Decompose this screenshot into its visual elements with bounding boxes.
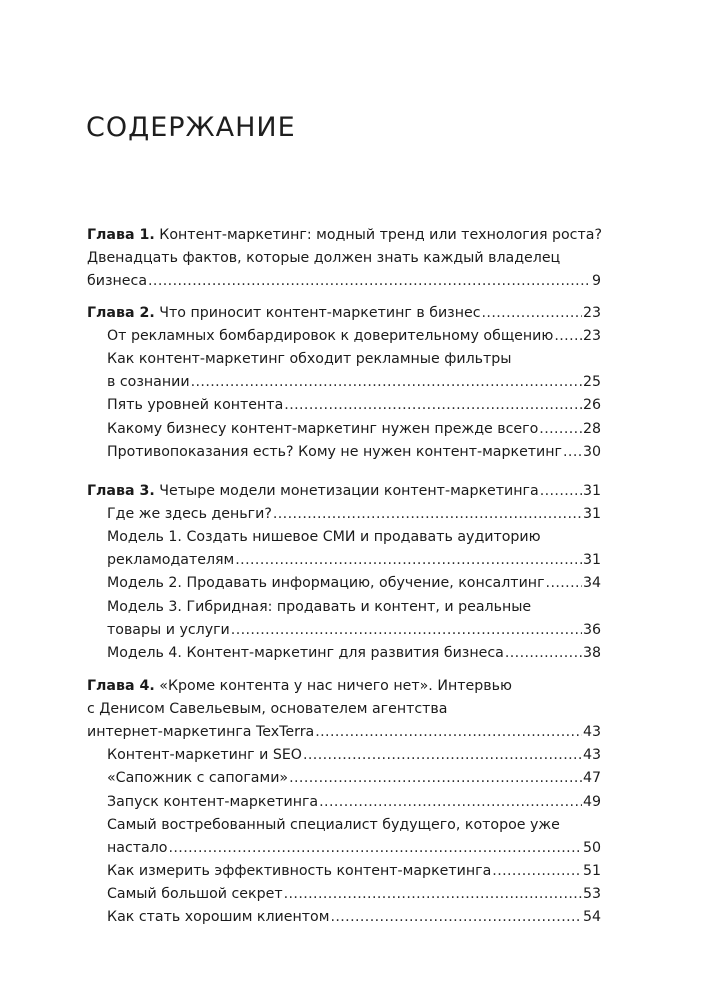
section-title-text: Где же здесь деньги? — [107, 506, 272, 523]
page-number: 54 — [582, 909, 601, 925]
page-number: 26 — [582, 397, 601, 414]
chapter-title-text — [87, 302, 481, 325]
page-number: 31 — [582, 483, 601, 499]
section-title-text: Как измерить эффективность контент-маркетинга — [107, 862, 492, 879]
page-number: 34 — [582, 575, 601, 592]
section-title-text: От рекламных бомбардировок к доверительному общению — [107, 328, 554, 345]
chapter-heading-line — [87, 721, 601, 744]
section-title-text: Самый востребованный специалист будущего, которое уже — [107, 816, 560, 833]
chapter-title-line: Двенадцать фактов, которые должен знать каждый владелец — [87, 250, 561, 267]
chapter-title-line: Четыре модели монетизации контент-маркетинга — [159, 483, 539, 499]
page-number: 50 — [582, 839, 601, 856]
chapter-heading-line — [87, 480, 601, 503]
chapter-heading-line — [87, 698, 447, 721]
section-title-text: Как контент-маркетинг обходит рекламные фильтры — [107, 351, 512, 368]
dot-leader — [563, 441, 582, 464]
page-number: 53 — [582, 885, 601, 902]
section-line — [107, 394, 601, 417]
dot-leader — [191, 371, 582, 394]
dot-leader — [235, 549, 582, 572]
page-number: 28 — [582, 420, 601, 437]
section-line — [107, 767, 601, 790]
chapter-heading-line — [87, 224, 602, 247]
chapter-title-line: бизнеса — [87, 273, 148, 290]
page-number: 51 — [582, 862, 601, 879]
dot-leader — [315, 721, 582, 744]
dot-leader — [554, 325, 582, 348]
chapter-title-text — [87, 250, 560, 266]
dot-leader — [273, 503, 582, 526]
section-title-text: Противопоказания есть? Кому не нужен контент-маркетинг — [107, 443, 563, 460]
section-title-text: рекламодателям — [107, 552, 235, 569]
dot-leader — [539, 418, 582, 441]
section-line — [107, 371, 601, 394]
section-title-text: Запуск контент-маркетинга — [107, 793, 319, 810]
page-number: 23 — [582, 305, 601, 321]
dot-leader — [546, 572, 582, 595]
dot-leader — [319, 791, 582, 814]
dot-leader — [284, 394, 582, 417]
section-line — [107, 883, 601, 906]
section-title-text: Модель 3. Гибридная: продавать и контент, и реальные — [107, 598, 532, 615]
chapter-title-line: Что приносит контент-маркетинг в бизнес — [159, 305, 481, 321]
chapter-title-text — [87, 270, 147, 293]
chapter-title-text — [87, 480, 539, 503]
dot-leader — [148, 270, 591, 293]
chapter-label: Глава 4. — [87, 678, 155, 694]
page-number: 36 — [582, 621, 601, 638]
chapter-title-text — [87, 678, 512, 694]
chapter-title-line: Контент-маркетинг: модный тренд или технология роста? — [159, 227, 602, 243]
dot-leader — [505, 642, 582, 665]
section-title-text: в сознании — [107, 374, 190, 391]
chapter-heading-line — [87, 270, 601, 293]
section-line — [107, 503, 601, 526]
section-line — [107, 348, 512, 371]
page-number: 47 — [582, 770, 601, 787]
section-title-text: настало — [107, 839, 168, 856]
page-number: 38 — [582, 644, 601, 661]
section-title-text: Модель 2. Продавать информацию, обучение, консалтинг — [107, 575, 545, 592]
dot-leader — [303, 744, 582, 767]
section-line — [107, 837, 601, 860]
chapter-title-text — [87, 701, 447, 717]
page-number: 31 — [582, 506, 601, 523]
dot-leader — [482, 302, 582, 325]
chapter-label: Глава 3. — [87, 483, 155, 499]
section-line — [107, 791, 601, 814]
section-line — [107, 596, 531, 619]
section-title-text: Самый большой секрет — [107, 885, 283, 902]
section-line — [107, 549, 601, 572]
dot-leader — [231, 619, 582, 642]
dot-leader — [330, 906, 582, 929]
page-title: СОДЕРЖАНИЕ — [86, 112, 296, 143]
section-line — [107, 619, 601, 642]
section-line — [107, 906, 601, 929]
page-number: 43 — [582, 724, 601, 741]
page-number: 49 — [582, 793, 601, 810]
section-title-text: «Сапожник с сапогами» — [107, 770, 289, 787]
section-line — [107, 325, 601, 348]
section-line — [107, 642, 601, 665]
chapter-title-line: интернет-маркетинга TexTerra — [87, 724, 315, 741]
section-title-text: Модель 1. Создать нишевое СМИ и продавать аудиторию — [107, 529, 541, 546]
chapter-title-text — [87, 721, 314, 744]
chapter-title-line: с Денисом Савельевым, основателем агентства — [87, 701, 448, 718]
section-title-text: Пять уровней контента — [107, 397, 284, 414]
dot-leader — [168, 837, 581, 860]
page-number: 31 — [582, 552, 601, 569]
section-title-text: Модель 4. Контент-маркетинг для развития бизнеса — [107, 644, 504, 661]
dot-leader — [289, 767, 582, 790]
section-line — [107, 418, 601, 441]
chapter-label: Глава 2. — [87, 305, 155, 321]
section-line — [107, 744, 601, 767]
dot-leader — [540, 480, 582, 503]
chapter-title-text — [87, 227, 602, 243]
section-title-text: Как стать хорошим клиентом — [107, 909, 330, 925]
section-line — [107, 860, 601, 883]
section-title-text: Контент-маркетинг и SEO — [107, 747, 302, 764]
chapter-heading-line — [87, 675, 512, 698]
section-line — [107, 526, 541, 549]
section-line — [107, 572, 601, 595]
page-number: 23 — [582, 328, 601, 345]
page-number: 25 — [582, 374, 601, 391]
chapter-title-line: «Кроме контента у нас ничего нет». Интервью — [159, 678, 512, 694]
dot-leader — [284, 883, 582, 906]
page-number: 9 — [591, 273, 601, 290]
section-line — [107, 814, 560, 837]
section-title-text: товары и услуги — [107, 621, 230, 638]
page-number: 30 — [582, 443, 601, 460]
section-line — [107, 441, 601, 464]
chapter-heading-line — [87, 302, 601, 325]
section-title-text: Какому бизнесу контент-маркетинг нужен прежде всего — [107, 420, 539, 437]
page-number: 43 — [582, 747, 601, 764]
chapter-heading-line — [87, 247, 560, 270]
chapter-label: Глава 1. — [87, 227, 155, 243]
dot-leader — [492, 860, 582, 883]
